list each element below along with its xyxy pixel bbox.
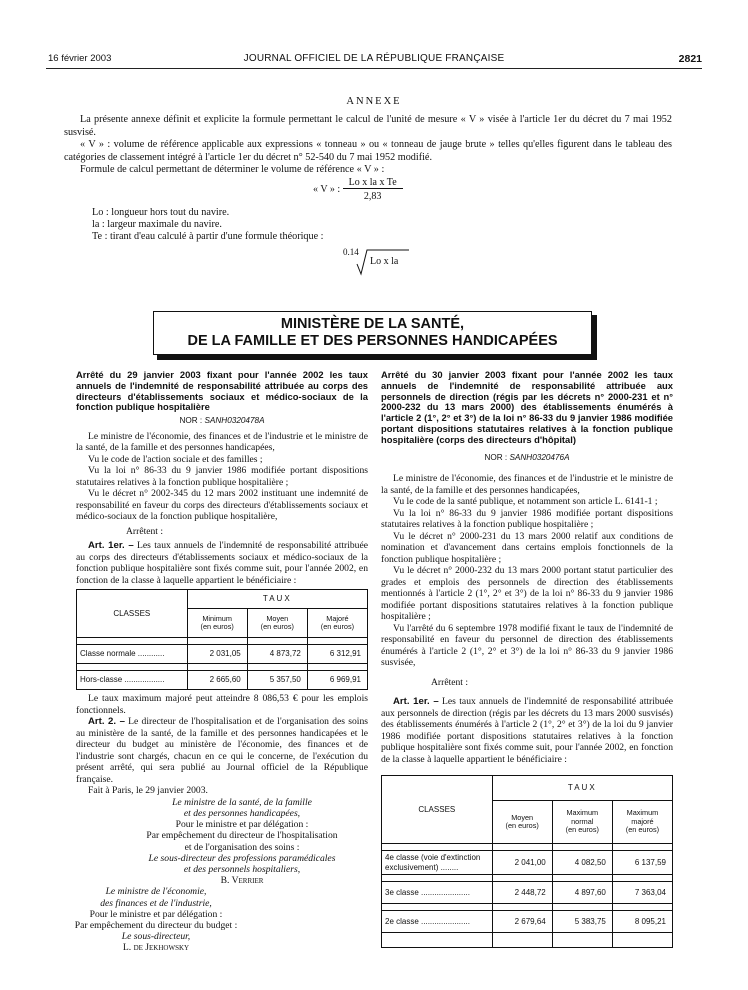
table-row [382,851,673,875]
right-arrete-title: Arrêté du 30 janvier 2003 fixant pour l'année 2002 les taux annuels de l'indemnité de responsabilité attribuée aux personnels de direction (régis par les décrets n° 2000-231 et n° 2000-232 du 13 mars 2000) des établissements énumérés à l'article 2 (1°, 2° et 3°) de la loi n° 86-33 du 9 janvier 1986 modifiée portant dispositions statutaires relatives à la fonction publique hospitalière (corps des directeurs d'hôpital) [381,369,673,445]
header-date: 16 février 2003 [48,53,112,64]
row-value: 2 448,72 [492,882,552,904]
annex-paragraph: « V » : volume de référence applicable aux expressions « tonneau » ou « tonneau de jauge brute » telles qu'elles figurent dans le tableau des catégories de classement intégré à l'article 1er du décret n° 52-540 du 7 mai 1952 modifié. [64,139,672,163]
left-column [76,370,368,954]
signatory-name: L. de Jekhowsky [122,942,190,954]
left-article-2 [76,716,368,785]
row-label: 3e classe ...................... [382,882,493,904]
right-paragraph: Le ministre de l'économie, des finances et de l'industrie et le ministre de la santé, de la famille et des personnes handicapées, [381,473,673,496]
article-text: Les taux annuels de l'indemnité de responsabilité attribuée aux personnels de direction (régis par les décrets du 13 mars 2000 susvisés) des établissements énumérés à l'article 2 (1°, 2° et 3°) de la loi du 9 janvier 1986 modifiée portant dispositions statutaires relatives à la fonction publique hospitalière sont fixés comme suit, pour l'année 2002, en fonction de la classe à laquelle appartient le bénéficiaire : [381,696,673,765]
right-nor [381,452,673,464]
left-nor [76,415,368,427]
annex-paragraph: Formule de calcul permettant de déterminer le volume de référence « V » : [80,164,385,176]
table-col-header: Moyen (en euros) [247,609,307,638]
table-row [77,671,368,690]
table-col-header: Maximum normal (en euros) [552,801,612,844]
table-header-taux: TAUX [492,776,672,801]
right-paragraph: Vu le code de la santé publique, et notamment son article L. 6141-1 ; [393,496,658,508]
right-rates-table [381,775,673,948]
article-label: Art. 1er. – [393,696,439,708]
left-arrete-title: Arrêté du 29 janvier 2003 fixant pour l'année 2002 les taux annuels de l'indemnité de responsabilité attribuée au corps des directeurs d'établissements sociaux et médico-sociaux de la fonction publique hospitalière [76,369,368,413]
table-col-header: Minimum (en euros) [187,609,247,638]
right-arretent: Arrêtent : [431,676,469,688]
formula-lhs: « V » : [313,184,341,195]
row-value: 2 679,64 [492,911,552,933]
annex-title: ANNEXE [346,96,402,107]
table-col-header: Moyen (en euros) [492,801,552,844]
article-label: Art. 2. – [88,716,125,728]
volume-formula [313,177,403,202]
formula-fraction [343,177,403,202]
formula-denominator: 2,83 [363,191,382,202]
annex-paragraph: La présente annexe définit et explicite la formule permettant le calcul de l'unité de mesure « V » visée à l'article 1er du décret du 7 mai 1952 susvisé. [64,114,672,138]
header-journal-title: JOURNAL OFFICIEL DE LA RÉPUBLIQUE FRANÇAISE [243,53,505,64]
row-value: 5 357,50 [247,671,307,690]
left-rates-table [76,589,368,690]
left-paragraph: Le ministre de l'économie, des finances et de l'industrie et le ministre de la santé, de la famille et des personnes handicapées, [76,430,368,454]
right-paragraph: Vu le décret n° 2000-231 du 13 mars 2000 relatif aux conditions de nomination et d'avancement dans certains emplois fonctionnels de la fonction publique hospitalière ; [381,530,673,565]
table-col-header: Majoré (en euros) [307,609,367,638]
row-value: 2 665,60 [187,671,247,690]
nor-code: SANH0320476A [509,452,570,462]
nor-label: NOR : [484,452,508,462]
signature-block-1: Le ministre de la santé, de la famille et des personnes handicapées, Pour le ministre et par délégation : Par empêchement du directeur de l'hospitalisation et de l'organisation des soins : Le sous-directeur des professions paramédicales et des personnels hospitaliers, B. Verrier [76,797,368,887]
formula-numerator: Lo x la x Te [343,177,403,189]
root-expression: Lo x la [370,256,399,267]
table-row [382,911,673,933]
root-coefficient: 0.14 [343,247,359,257]
annex-body [64,114,672,177]
right-article-1 [381,696,673,765]
table-header-classes: CLASSES [77,590,188,638]
definition-la: la : largeur maximale du navire. [92,219,222,231]
annex-definitions [92,207,324,244]
row-value: 6 137,59 [612,851,672,875]
row-value: 6 969,91 [307,671,367,690]
row-value: 8 095,21 [612,911,672,933]
row-value: 4 082,50 [552,851,612,875]
right-column [381,370,673,951]
left-arretent: Arrêtent : [126,525,164,537]
ministry-banner-line1: MINISTÈRE DE LA SANTÉ, [280,316,465,332]
table-header-taux: TAUX [187,590,367,609]
signature-block-2: Le ministre de l'économie, des finances et de l'industrie, Pour le ministre et par délégation : Par empêchement du directeur du budget : Le sous-directeur, L. de Jekhowsky [56,886,256,953]
left-fait: Fait à Paris, le 29 janvier 2003. [88,785,208,797]
left-paragraph: Vu le décret n° 2002-345 du 12 mars 2002 instituant une indemnité de responsabilité en faveur du corps des directeurs d'établissements sociaux et médico-sociaux de la fonction publique hospitalière, [76,488,368,523]
right-paragraph: Vu le décret n° 2000-232 du 13 mars 2000 portant statut particulier des grades et emplois des personnels de direction des établissements mentionnés à l'article 2 (1°, 2° et 3°) de la loi n° 86-33 du 9 janvier 1986 modifiée portant dispositions statutaires relatives à la fonction publique hospitalière ; [381,565,673,623]
row-label: Classe normale ............ [77,645,188,664]
row-value: 6 312,91 [307,645,367,664]
left-paragraph: Vu la loi n° 86-33 du 9 janvier 1986 modifiée portant dispositions statutaires relatives à la fonction publique hospitalière ; [76,465,368,488]
row-value: 2 031,05 [187,645,247,664]
ministry-banner-line2: DE LA FAMILLE ET DES PERSONNES HANDICAPÉES [187,333,558,349]
nor-code: SANH0320478A [204,416,265,426]
definition-lo: Lo : longueur hors tout du navire. [92,207,230,218]
row-value: 2 041,00 [492,851,552,875]
signatory-name: B. Verrier [220,875,264,887]
left-article-1 [76,540,368,586]
definition-te: Te : tirant d'eau calculé à partir d'une formule théorique : [92,231,324,243]
nor-label: NOR : [179,416,203,426]
table-row [77,645,368,664]
right-paragraph: Vu la loi n° 86-33 du 9 janvier 1986 modifiée portant dispositions statutaires relatives à la fonction publique hospitalière ; [381,507,673,531]
ministry-banner [153,311,592,355]
right-paragraph: Vu l'arrêté du 6 septembre 1978 modifié fixant le taux de l'indemnité de responsabilité en faveur du personnel de direction des établissements énumérés à l'article 2 (1°, 2° et 3°) de la loi n° 86-33 du 9 janvier 1986 susvisée, [381,622,673,669]
header-page-number: 2821 [678,53,702,65]
row-label: 2e classe ...................... [382,911,493,933]
row-value: 5 383,75 [552,911,612,933]
article-label: Art. 1er. – [88,540,134,552]
row-label: Hors-classe .................. [77,671,188,690]
row-value: 4 897,60 [552,882,612,904]
table-col-header: Maximum majoré (en euros) [612,801,672,844]
row-label: 4e classe (voie d'extinction exclusivement) ........ [382,851,493,875]
header-rule [46,68,702,69]
row-value: 4 873,72 [247,645,307,664]
article-text: Le directeur de l'hospitalisation et de l'organisation des soins au ministère de la santé, de la famille et des personnes handicapées et le directeur du budget au ministère de l'économie, des finances et de l'industrie sont chargés, chacun en ce qui le concerne, de l'exécution du présent arrêté, qui sera publié au Journal officiel de la République française. [76,716,368,785]
table-row [382,882,673,904]
article-text: Les taux annuels de l'indemnité de responsabilité attribuée au corps des directeurs d'établissements sociaux et médico-sociaux de la fonction publique hospitalière sont fixés comme suit, pour l'année 2002, en fonction de la classe à laquelle appartient le bénéficiaire : [76,540,368,586]
row-value: 7 363,04 [612,882,672,904]
table-header-classes: CLASSES [382,776,493,844]
left-paragraph: Vu le code de l'action sociale et des familles ; [88,453,263,465]
left-paragraph: Le taux maximum majoré peut atteindre 8 086,53 € pour les emplois fonctionnels. [76,693,368,716]
